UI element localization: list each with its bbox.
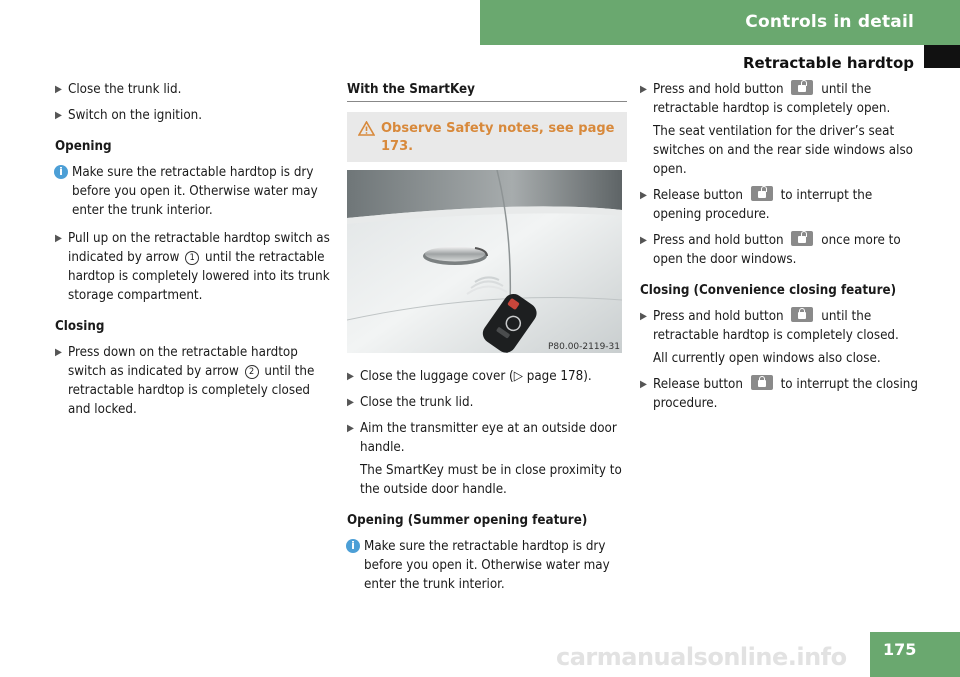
warning-triangle-icon (358, 121, 375, 136)
closing-heading: Closing (55, 319, 105, 334)
step-close-trunk (55, 80, 333, 99)
bullet-arrow-icon: ▶ (640, 190, 647, 201)
bullet-arrow-icon: ▶ (55, 110, 62, 121)
step-hold-windows (640, 231, 920, 269)
callout-2: 2 (245, 365, 259, 379)
step-text-a: Press and hold button (653, 82, 784, 97)
step-note: The SmartKey must be in close proximity to the outside door handle. (360, 463, 622, 497)
step-text-a: Press down on the retractable hardtop switch as indicated by arrow (68, 345, 298, 379)
step-text-a: Press and hold button (653, 233, 784, 248)
photo-code: P80.00-2119-31 (547, 342, 620, 352)
opening-heading: Opening (55, 139, 112, 154)
step-text-a: Release button (653, 188, 743, 203)
watermark: carmanualsonline.info (556, 643, 847, 671)
unlock-button-icon (791, 231, 813, 246)
step-press-switch (55, 343, 333, 419)
step-text: Close the trunk lid. (68, 82, 182, 97)
bullet-arrow-icon: ▶ (55, 84, 62, 95)
step-text-b: to interrupt the opening procedure. (653, 188, 873, 222)
step-text-a: Close the luggage cover ( (360, 369, 514, 384)
lock-button-icon (751, 375, 773, 390)
section-tab (924, 45, 960, 68)
info-note (55, 163, 333, 220)
warning-box (347, 112, 627, 162)
bullet-arrow-icon: ▶ (640, 379, 647, 390)
bullet-arrow-icon: ▶ (55, 347, 62, 358)
bullet-arrow-icon: ▶ (347, 371, 354, 382)
step-close-trunk (347, 393, 627, 412)
step-luggage-cover (347, 367, 627, 386)
info-icon: i (54, 165, 68, 179)
step-text-b: once more to open the door windows. (653, 233, 901, 267)
step-hold-open (640, 80, 920, 118)
info-text: Make sure the retractable hardtop is dry before you open it. Otherwise water may enter the trunk interior. (72, 165, 318, 218)
info-note (347, 537, 627, 594)
step-text: Switch on the ignition. (68, 108, 203, 123)
smartkey-photo (347, 170, 622, 353)
warning-text: Observe Safety notes, see page 173. (381, 121, 615, 154)
step-text-b: until the retractable hardtop is completely closed and locked. (68, 364, 315, 417)
convenience-closing-heading: Closing (Convenience closing feature) (640, 283, 897, 298)
step-text-b: ). (583, 369, 592, 384)
info-text: Make sure the retractable hardtop is dry before you open it. Otherwise water may enter the trunk interior. (364, 539, 610, 592)
section-title: Retractable hardtop (742, 54, 914, 72)
summer-opening-heading: Opening (Summer opening feature) (347, 513, 588, 528)
unlock-button-icon (791, 80, 813, 95)
step-note: All currently open windows also close. (653, 351, 881, 366)
step-release-open (640, 186, 920, 224)
lock-button-icon (791, 307, 813, 322)
step-text-a: Press and hold button (653, 309, 784, 324)
step-text-b: until the retractable hardtop is completely open. (653, 82, 891, 116)
step-text-b: until the retractable hardtop is completely lowered into its trunk storage compartment. (68, 250, 330, 303)
bullet-arrow-icon: ▶ (55, 233, 62, 244)
bullet-arrow-icon: ▶ (347, 397, 354, 408)
bullet-arrow-icon: ▶ (640, 235, 647, 246)
bullet-arrow-icon: ▶ (640, 311, 647, 322)
step-pull-switch (55, 229, 333, 305)
car-door-smartkey-illustration (347, 170, 622, 353)
step-note: The seat ventilation for the driver’s seat switches on and the rear side windows also open. (653, 124, 913, 177)
column-middle (347, 80, 627, 603)
step-text-a: Pull up on the retractable hardtop switch as indicated by arrow (68, 231, 330, 265)
bullet-arrow-icon: ▶ (347, 423, 354, 434)
step-text: Aim the transmitter eye at an outside door handle. (360, 421, 617, 455)
column-right (640, 80, 920, 420)
chapter-title: Controls in detail (745, 12, 914, 32)
step-aim-transmitter (347, 419, 627, 457)
unlock-button-icon (751, 186, 773, 201)
info-icon: i (346, 539, 360, 553)
step-text-b: to interrupt the closing procedure. (653, 377, 918, 411)
step-text: Close the trunk lid. (360, 395, 474, 410)
bullet-arrow-icon: ▶ (640, 84, 647, 95)
page-number: 175 (883, 640, 917, 659)
callout-1: 1 (185, 251, 199, 265)
column-left (55, 80, 333, 426)
smartkey-heading: With the SmartKey (347, 80, 627, 102)
step-text-a: Release button (653, 377, 743, 392)
page-reference-link[interactable]: ▷ page 178 (513, 369, 584, 384)
step-release-close (640, 375, 920, 413)
step-text-b: until the retractable hardtop is completely closed. (653, 309, 899, 343)
step-ignition (55, 106, 333, 125)
step-hold-close (640, 307, 920, 345)
